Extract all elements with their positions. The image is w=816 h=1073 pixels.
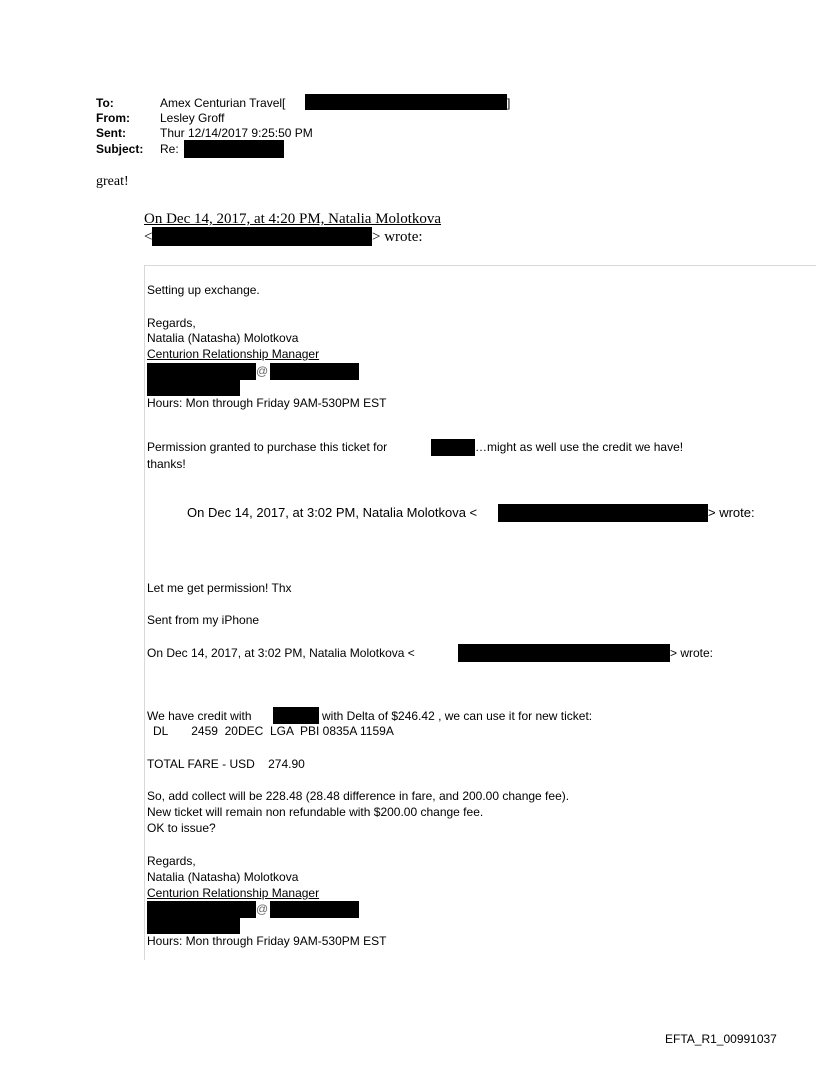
message-line: We have credit with: [147, 709, 252, 723]
message-line: OK to issue?: [147, 821, 216, 835]
message-line: So, add collect will be 228.48 (28.48 difference in fare, and 200.00 change fee).: [147, 789, 570, 803]
sent-value: Thur 12/14/2017 9:25:50 PM: [160, 126, 313, 140]
signature-at: @: [256, 364, 269, 378]
quote-border-top: [144, 265, 816, 266]
redaction-block: [147, 918, 240, 934]
signature-title: Centurion Relationship Manager: [147, 886, 320, 900]
signature-regards: Regards,: [147, 316, 196, 330]
message-line: Sent from my iPhone: [147, 613, 260, 627]
quote-intro: On Dec 14, 2017, at 4:20 PM, Natalia Molotkova: [144, 211, 442, 227]
signature-name: Natalia (Natasha) Molotkova: [147, 870, 299, 884]
to-suffix: ]: [507, 96, 511, 110]
redaction-block: [431, 439, 475, 456]
redaction-block: [458, 644, 670, 662]
signature-hours: Hours: Mon through Friday 9AM-530PM EST: [147, 934, 387, 948]
to-value: Amex Centurian Travel[: [160, 96, 286, 110]
message-line: with Delta of $246.42 , we can use it for new ticket:: [322, 709, 593, 723]
signature-hours: Hours: Mon through Friday 9AM-530PM EST: [147, 396, 387, 410]
sent-label: Sent:: [96, 126, 126, 140]
quote-intro: On Dec 14, 2017, at 3:02 PM, Natalia Molotkova <: [187, 505, 478, 520]
document-id: EFTA_R1_00991037: [665, 1032, 777, 1046]
flight-line: DL 2459 20DEC LGA PBI 0835A 1159A: [153, 724, 394, 738]
message-line: Permission granted to purchase this ticket for: [147, 440, 388, 454]
from-value: Lesley Groff: [160, 111, 225, 125]
signature-name: Natalia (Natasha) Molotkova: [147, 331, 299, 345]
signature-title: Centurion Relationship Manager: [147, 347, 320, 361]
message-line: Setting up exchange.: [147, 283, 260, 297]
subject-label: Subject:: [96, 142, 144, 156]
redaction-block: [147, 380, 240, 396]
quote-lt: <: [144, 229, 153, 245]
redaction-block: [498, 504, 708, 522]
signature-regards: Regards,: [147, 854, 196, 868]
message-line: …might as well use the credit we have!: [475, 440, 684, 454]
redaction-block: [273, 707, 319, 724]
from-label: From:: [96, 111, 130, 125]
redaction-block: [147, 901, 256, 918]
redaction-block: [147, 363, 256, 380]
redaction-block: [270, 901, 359, 918]
signature-at: @: [256, 902, 269, 916]
quote-border-left: [144, 265, 145, 960]
message-line: New ticket will remain non refundable with $200.00 change fee.: [147, 805, 484, 819]
quote-wrote: > wrote:: [372, 229, 423, 245]
quote-wrote: > wrote:: [708, 505, 755, 520]
subject-value: Re:: [160, 142, 179, 156]
redaction-block: [305, 94, 507, 110]
redaction-block: [184, 140, 284, 158]
redaction-block: [270, 363, 359, 380]
fare-line: TOTAL FARE - USD 274.90: [147, 757, 305, 771]
reply-text: great!: [96, 174, 129, 189]
message-line: thanks!: [147, 457, 186, 471]
message-line: Let me get permission! Thx: [147, 581, 292, 595]
to-label: To:: [96, 96, 114, 110]
quote-wrote: > wrote:: [670, 646, 714, 660]
redaction-block: [152, 227, 372, 246]
quote-intro: On Dec 14, 2017, at 3:02 PM, Natalia Molotkova <: [147, 646, 415, 660]
